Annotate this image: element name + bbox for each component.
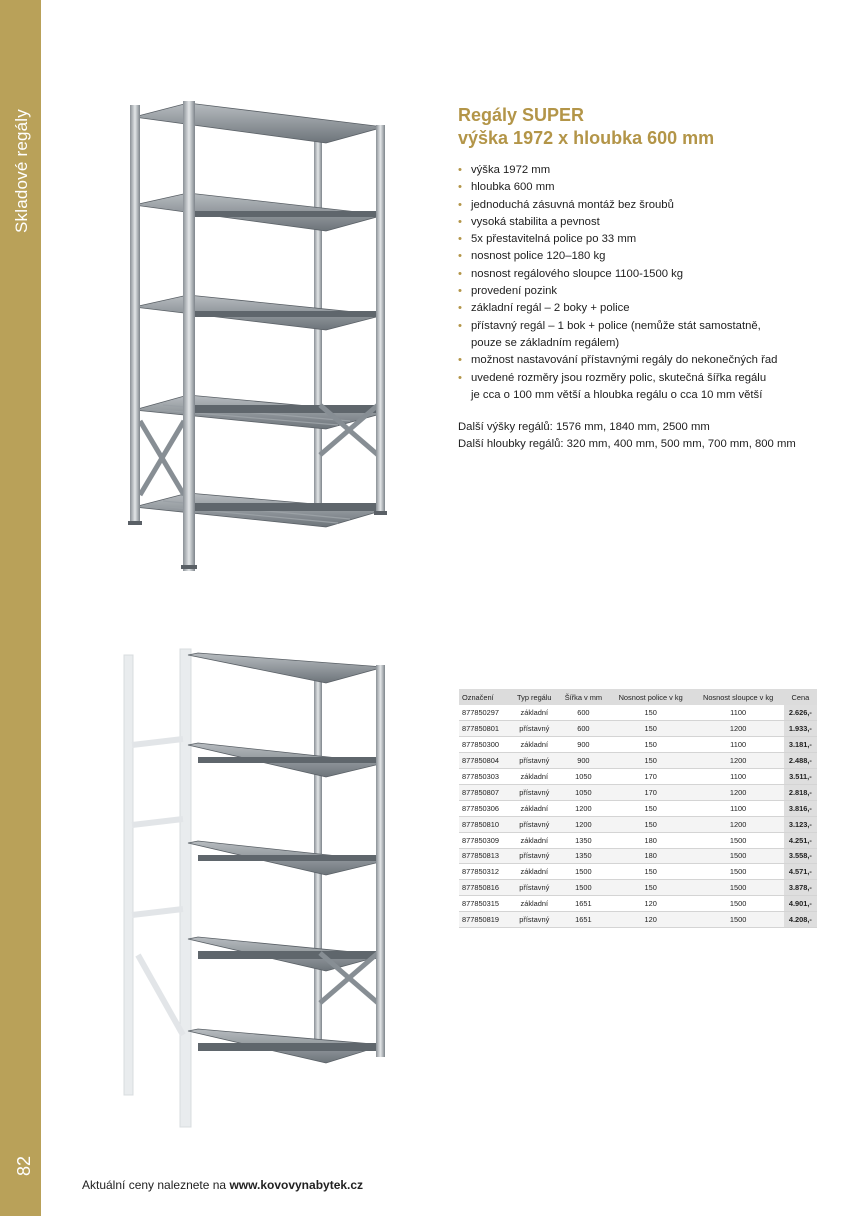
table-cell: základní — [511, 864, 558, 880]
table-row — [459, 784, 817, 800]
shelving-basic-illustration — [88, 45, 433, 585]
feature-item: • možnost nastavování přístavnými regály do nekonečných řad — [458, 352, 818, 369]
bullet-icon: • — [458, 371, 462, 384]
table-cell: 1350 — [558, 832, 609, 848]
col-header: Nosnost police v kg — [609, 689, 693, 705]
table-row — [459, 816, 817, 832]
col-header: Šířka v mm — [558, 689, 609, 705]
table-cell: 1500 — [692, 832, 783, 848]
table-cell: přístavný — [511, 880, 558, 896]
table-cell: přístavný — [511, 816, 558, 832]
extra-heights: Další výšky regálů: 1576 mm, 1840 mm, 2500 mm — [458, 421, 710, 434]
table-cell: 877850813 — [459, 848, 511, 864]
feature-item: • přístavný regál – 1 bok + police (nemůže stát samostatně, pouze se základním regálem) — [458, 319, 761, 349]
table-cell: 150 — [609, 753, 693, 769]
table-cell: 1200 — [692, 753, 783, 769]
table-cell: 150 — [609, 737, 693, 753]
table-body — [459, 705, 817, 927]
feature-item: • jednoduchá zásuvná montáž bez šroubů — [458, 197, 818, 214]
table-cell: 1500 — [558, 864, 609, 880]
feature-item: • vysoká stabilita a pevnost — [458, 214, 818, 231]
table-cell: 170 — [609, 784, 693, 800]
extra-dimensions — [458, 419, 818, 454]
price-cell: 4.571,- — [784, 864, 817, 880]
bullet-icon: • — [458, 181, 462, 194]
table-cell: 150 — [609, 705, 693, 721]
price-cell: 3.181,- — [784, 737, 817, 753]
table-cell: 1200 — [692, 721, 783, 737]
table-cell: 1500 — [692, 896, 783, 912]
price-cell: 4.208,- — [784, 912, 817, 928]
shelving-photo-addon — [88, 635, 433, 1130]
table-cell: 1200 — [558, 800, 609, 816]
table-cell: přístavný — [511, 753, 558, 769]
table-cell: 1500 — [558, 880, 609, 896]
table-cell: 877850309 — [459, 832, 511, 848]
table-cell: základní — [511, 737, 558, 753]
footer-link[interactable]: www.kovovynabytek.cz — [229, 1178, 364, 1192]
shelving-photo-basic — [88, 45, 433, 585]
bullet-icon: • — [458, 164, 462, 176]
table-cell: 1500 — [692, 880, 783, 896]
table-row — [459, 832, 817, 848]
table-cell: 1050 — [558, 769, 609, 785]
table-cell: přístavný — [511, 912, 558, 928]
table-cell: přístavný — [511, 848, 558, 864]
feature-item: • výška 1972 mm — [458, 162, 818, 179]
price-cell: 3.558,- — [784, 848, 817, 864]
feature-item: • základní regál – 2 boky + police — [458, 300, 818, 317]
extra-depths: Další hloubky regálů: 320 mm, 400 mm, 500 mm, 700 mm, 800 mm — [458, 438, 796, 451]
table-cell: 877850303 — [459, 769, 511, 785]
table-cell: základní — [511, 800, 558, 816]
table-cell: 170 — [609, 769, 693, 785]
price-cell: 3.816,- — [784, 800, 817, 816]
table-header-row — [459, 689, 817, 705]
table-cell: 900 — [558, 753, 609, 769]
bullet-icon: • — [458, 198, 462, 211]
table-row — [459, 705, 817, 721]
table-cell: 877850306 — [459, 800, 511, 816]
price-table — [459, 689, 817, 928]
table-row — [459, 737, 817, 753]
price-cell: 2.626,- — [784, 705, 817, 721]
table-cell: 877850810 — [459, 816, 511, 832]
feature-item: • 5x přestavitelná police po 33 mm — [458, 231, 818, 248]
table-cell: 877850819 — [459, 912, 511, 928]
table-cell: 180 — [609, 832, 693, 848]
table-cell: přístavný — [511, 721, 558, 737]
table-row — [459, 769, 817, 785]
price-cell: 1.933,- — [784, 721, 817, 737]
table-row — [459, 800, 817, 816]
side-band — [0, 0, 41, 1216]
table-cell: 1350 — [558, 848, 609, 864]
feature-item: • uvedené rozměry jsou rozměry polic, skutečná šířka regálu je cca o 100 mm větší a hloubka regálu o cca 10 mm větší — [458, 371, 767, 401]
title-line-1: Regály SUPER — [458, 105, 585, 125]
table-cell: 877850804 — [459, 753, 511, 769]
table-row — [459, 848, 817, 864]
table-cell: 1200 — [692, 816, 783, 832]
table-row — [459, 753, 817, 769]
feature-item: • hloubka 600 mm — [458, 179, 818, 196]
table-cell: 1500 — [692, 848, 783, 864]
table-row — [459, 880, 817, 896]
table-cell: přístavný — [511, 784, 558, 800]
price-cell: 3.511,- — [784, 769, 817, 785]
table-cell: 150 — [609, 880, 693, 896]
bullet-icon: • — [458, 215, 462, 228]
table-cell: základní — [511, 832, 558, 848]
price-cell: 4.251,- — [784, 832, 817, 848]
table-cell: 900 — [558, 737, 609, 753]
table-cell: 120 — [609, 896, 693, 912]
table-cell: 1100 — [692, 737, 783, 753]
table-cell: 1050 — [558, 784, 609, 800]
footer-text: Aktuální ceny naleznete na — [82, 1178, 230, 1192]
table-cell: 1100 — [692, 705, 783, 721]
table-row — [459, 912, 817, 928]
table-cell: základní — [511, 705, 558, 721]
table-cell: 150 — [609, 864, 693, 880]
table-cell: 120 — [609, 912, 693, 928]
table-cell: základní — [511, 769, 558, 785]
product-title — [458, 104, 818, 150]
col-header: Cena — [784, 689, 817, 705]
col-header: Označení — [459, 689, 511, 705]
bullet-icon: • — [458, 354, 462, 367]
table-cell: 1100 — [692, 800, 783, 816]
bullet-icon: • — [458, 302, 462, 315]
table-cell: 877850297 — [459, 705, 511, 721]
bullet-icon: • — [458, 233, 462, 246]
table-cell: 1651 — [558, 896, 609, 912]
feature-list — [458, 162, 818, 404]
feature-item: • nosnost regálového sloupce 1100-1500 kg — [458, 266, 818, 283]
table-row — [459, 864, 817, 880]
price-cell: 2.488,- — [784, 753, 817, 769]
table-cell: 1500 — [692, 864, 783, 880]
col-header: Typ regálu — [511, 689, 558, 705]
feature-item: • nosnost police 120–180 kg — [458, 248, 818, 265]
table-cell: 877850816 — [459, 880, 511, 896]
table-cell: 1200 — [558, 816, 609, 832]
bullet-icon: • — [458, 319, 462, 332]
table-cell: 180 — [609, 848, 693, 864]
footer — [82, 1178, 363, 1192]
table-cell: 877850315 — [459, 896, 511, 912]
table-cell: 600 — [558, 721, 609, 737]
table-cell: 877850312 — [459, 864, 511, 880]
table-cell: 600 — [558, 705, 609, 721]
table-row — [459, 896, 817, 912]
table-cell: 1651 — [558, 912, 609, 928]
price-cell: 4.901,- — [784, 896, 817, 912]
feature-item: • provedení pozink — [458, 283, 818, 300]
table-cell: základní — [511, 896, 558, 912]
shelving-addon-illustration — [88, 635, 433, 1130]
table-cell: 877850801 — [459, 721, 511, 737]
table-cell: 877850807 — [459, 784, 511, 800]
price-cell: 3.123,- — [784, 816, 817, 832]
table-cell: 1500 — [692, 912, 783, 928]
product-info — [458, 104, 818, 454]
col-header: Nosnost sloupce v kg — [692, 689, 783, 705]
table-cell: 1200 — [692, 784, 783, 800]
table-cell: 150 — [609, 816, 693, 832]
bullet-icon: • — [458, 285, 462, 298]
price-cell: 3.878,- — [784, 880, 817, 896]
section-label: Skladové regály — [12, 109, 31, 233]
page-number: 82 — [14, 1155, 34, 1176]
table-cell: 1100 — [692, 769, 783, 785]
table-cell: 150 — [609, 800, 693, 816]
bullet-icon: • — [458, 267, 462, 280]
bullet-icon: • — [458, 250, 462, 263]
table-row — [459, 721, 817, 737]
table-cell: 150 — [609, 721, 693, 737]
table-cell: 877850300 — [459, 737, 511, 753]
price-cell: 2.818,- — [784, 784, 817, 800]
title-line-2: výška 1972 x hloubka 600 mm — [458, 128, 715, 148]
